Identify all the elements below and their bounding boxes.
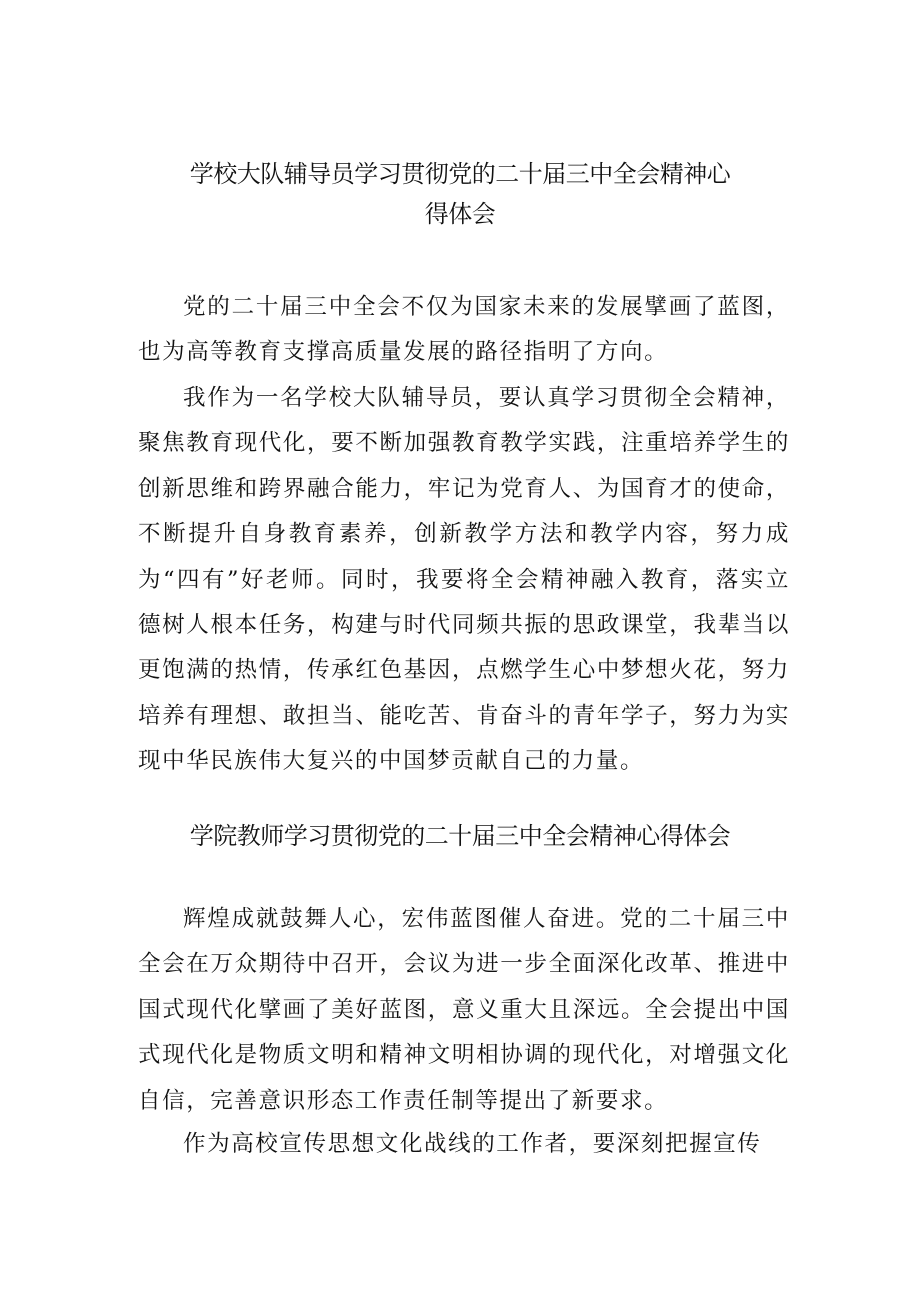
section2-title: 学院教师学习贯彻党的二十届三中全会精神心得体会 [189,822,731,850]
section1-paragraph-2: 我作为一名学校大队辅导员，要认真学习贯彻全会精神，聚焦教育现代化，要不断加强教育教学实践，注重培养学生的创新思维和跨界融合能力，牢记为党育人、为国育才的使命，不断提升自身教育素养，创新教学方法和教学内容，努力成为“四有”好老师。同时，我要将全会精神融入教育，落实立德树人根本任务，构建与时代同频共振的思政课堂，我辈当以更饱满的热情，传承红色基因，点燃学生心中梦想火花，努力培养有理想、敢担当、能吃苦、肯奋斗的青年学子，努力为实现中华民族伟大复兴的中国梦贡献自己的力量。 [138,385,790,775]
section2-paragraph-1: 辉煌成就鼓舞人心，宏伟蓝图催人奋进。党的二十届三中全会在万众期待中召开，会议为进一步全面深化改革、推进中国式现代化擘画了美好蓝图，意义重大且深远。全会提出中国式现代化是物质文明和精神文明相协调的现代化，对增强文化自信，完善意识形态工作责任制等提出了新要求。 [138,906,790,1114]
section2-paragraph-2: 作为高校宣传思想文化战线的工作者，要深刻把握宣传 [183,1131,762,1157]
section1-title-line1: 学校大队辅导员学习贯彻党的二十届三中全会精神心 [189,160,731,188]
section1-paragraph-1: 党的二十届三中全会不仅为国家未来的发展擘画了蓝图，也为高等教育支撑高质量发展的路径指明了方向。 [138,294,790,366]
section1-title-line2: 得体会 [424,200,496,228]
section1-title [120,154,800,234]
